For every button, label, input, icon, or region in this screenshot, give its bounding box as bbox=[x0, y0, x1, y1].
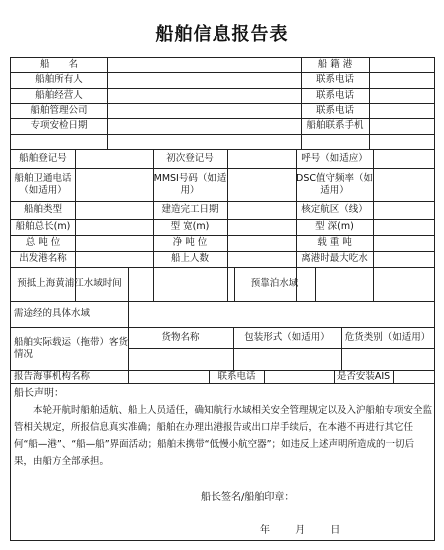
label-gross-tonnage: 总 吨 位 bbox=[25, 237, 61, 249]
label-reg-no: 船舶登记号 bbox=[19, 152, 67, 164]
label-manager: 船舶管理公司 bbox=[30, 104, 88, 116]
label-operator: 船舶经营人 bbox=[35, 89, 83, 101]
label-owner: 船舶所有人 bbox=[35, 74, 83, 86]
label-call-sign: 呼号（如适应） bbox=[301, 152, 368, 164]
label-msa-office: 报告海事机构名称 bbox=[14, 370, 91, 382]
label-approved-area: 核定航区（线） bbox=[301, 204, 368, 216]
label-owner-phone: 联系电话 bbox=[315, 74, 354, 86]
label-registry-port: 船 籍 港 bbox=[317, 59, 353, 71]
label-packaging: 包装形式（如适用） bbox=[244, 331, 330, 343]
label-berth-area: 预靠泊水域 bbox=[250, 278, 299, 290]
col-line bbox=[369, 58, 370, 149]
col-line bbox=[264, 370, 265, 383]
label-transit-waters: 需途经的具体水域 bbox=[14, 308, 91, 320]
declaration-text: 本轮开航时船舶适航、船上人员适任，确知航行水域相关安全管理规定以及入沪船舶专项安全监管相关规定，所报信息真实准确；船舶在办理出港报告或出口岸手续后，在本港不再进行其它任何“船—港”、“船—船”界面活动；船舶未携带“低慢小航空器”；如违反上述声明所造成的一切后果，由船方全部承担。 bbox=[14, 405, 433, 467]
label-ship-type: 船舶类型 bbox=[23, 204, 62, 216]
label-mmsi: MMSI号码（如适用） bbox=[153, 173, 227, 196]
label-dsc: DSC值守频率（如适用） bbox=[296, 173, 373, 196]
col-line bbox=[227, 149, 228, 301]
date-month: 月 bbox=[295, 525, 306, 536]
row-line bbox=[11, 383, 434, 384]
label-dangerous-class: 危货类别（如适用） bbox=[344, 331, 431, 343]
label-inspection-date: 专项安检日期 bbox=[30, 120, 88, 132]
label-length: 船舶总长(m) bbox=[15, 221, 71, 233]
row-line bbox=[11, 134, 434, 135]
col-line bbox=[128, 301, 129, 327]
col-line bbox=[128, 370, 129, 383]
report-form bbox=[10, 57, 435, 541]
label-departure-port: 出发港名称 bbox=[19, 253, 67, 265]
col-line bbox=[373, 149, 374, 301]
label-manager-phone: 联系电话 bbox=[315, 104, 354, 116]
label-cargo-status: 船舶实际载运（拖带）客货情况 bbox=[14, 337, 128, 360]
label-contact-phone: 联系电话 bbox=[217, 370, 256, 382]
label-net-tonnage: 净 吨 位 bbox=[172, 237, 208, 249]
label-operator-phone: 联系电话 bbox=[315, 89, 354, 101]
label-ais: 是否安装AIS bbox=[336, 370, 391, 382]
row-line bbox=[128, 348, 434, 349]
date-day: 日 bbox=[330, 525, 341, 536]
label-first-reg-no: 初次登记号 bbox=[166, 152, 214, 164]
label-depth: 型 深(m) bbox=[315, 221, 354, 233]
label-contact-mobile: 船舶联系手机 bbox=[306, 120, 364, 132]
date-year: 年 bbox=[260, 525, 270, 536]
label-crew-count: 船上人数 bbox=[170, 253, 209, 265]
declaration-heading: 船长声明： bbox=[14, 388, 64, 399]
label-max-draft: 离港时最大吃水 bbox=[301, 253, 368, 265]
label-satphone: 船舶卫通电话（如适用） bbox=[14, 173, 72, 196]
label-expected-arrival: 预抵上海黄浦江水域时间 bbox=[17, 278, 122, 290]
label-ship-name: 船 名 bbox=[39, 59, 78, 71]
label-deadweight: 载 重 吨 bbox=[317, 237, 352, 249]
label-beam: 型 宽(m) bbox=[170, 221, 210, 233]
label-cargo-name: 货物名称 bbox=[161, 331, 200, 343]
page-title: 船舶信息报告表 bbox=[155, 24, 289, 45]
col-line bbox=[107, 58, 108, 149]
col-line bbox=[393, 370, 394, 383]
col-line bbox=[128, 267, 129, 301]
signature-label: 船长签名/船舶印章： bbox=[201, 492, 295, 503]
date-line bbox=[249, 521, 351, 536]
col-line bbox=[315, 267, 316, 301]
label-build-date: 建造完工日期 bbox=[161, 204, 219, 216]
